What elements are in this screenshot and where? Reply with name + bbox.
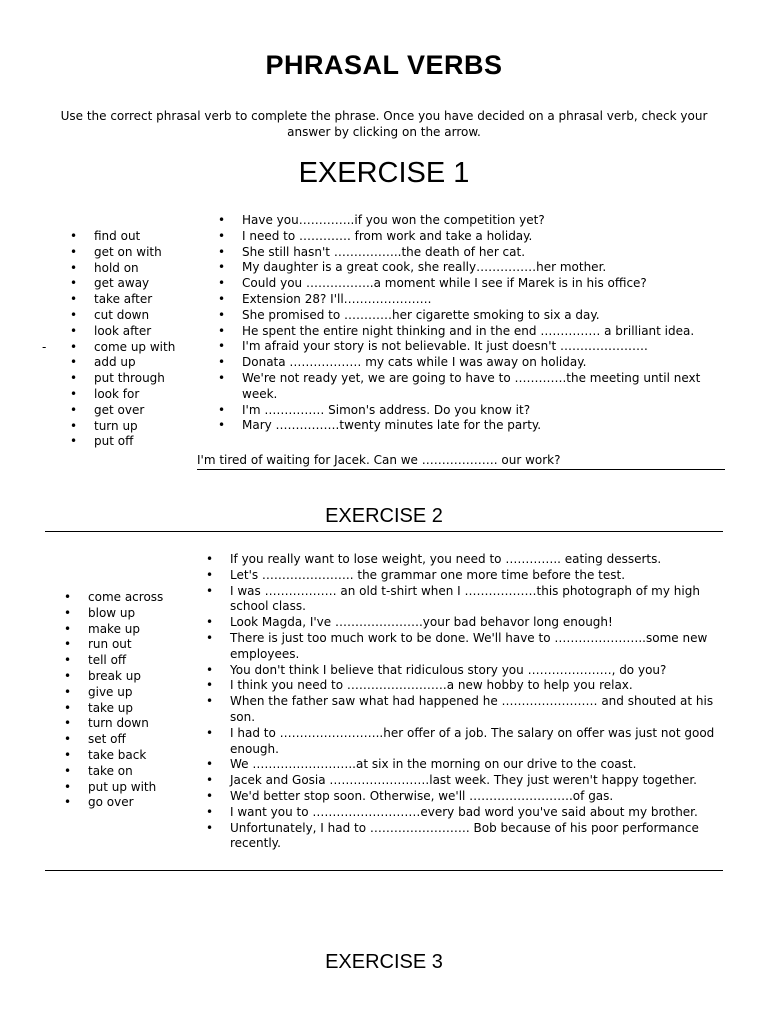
word-bank-item: • put up with <box>64 780 163 796</box>
exercise-2-word-bank <box>64 590 163 811</box>
sentence-item: • You don't think I believe that ridiculous story you …………………, do you? <box>206 663 728 679</box>
sentence-item: • I want you to ………………………every bad word you've said about my brother. <box>206 805 728 821</box>
exercise-2-sentences <box>206 552 728 852</box>
exercise-2-heading: EXERCISE 2 <box>325 505 443 527</box>
sentence-item: • When the father saw what had happened he …………………… and shouted at his son. <box>206 694 728 726</box>
sentence-item: • If you really want to lose weight, you need to ………….. eating desserts. <box>206 552 728 568</box>
exercise-1-heading: EXERCISE 1 <box>298 157 470 189</box>
word-bank-item: • break up <box>64 669 163 685</box>
word-bank-item: • make up <box>64 622 163 638</box>
word-bank-item: • put through <box>70 371 175 387</box>
word-bank-item: • find out <box>70 229 175 245</box>
word-bank-item: • come up with <box>70 340 175 356</box>
word-bank-item: • take up <box>64 701 163 717</box>
word-bank-item: • cut down <box>70 308 175 324</box>
word-bank-item: • tell off <box>64 653 163 669</box>
sentence-item: • Look Magda, I've ………………….your bad behavor long enough! <box>206 615 728 631</box>
sentence-item: • Donata ……………… my cats while I was away on holiday. <box>218 355 728 371</box>
word-bank-item: • take after <box>70 292 175 308</box>
word-bank-item: • look for <box>70 387 175 403</box>
word-bank-item: • set off <box>64 732 163 748</box>
sentence-item: • I think you need to …………………….a new hobby to help you relax. <box>206 678 728 694</box>
sentence-item: • We're not ready yet, we are going to have to ………….the meeting until next week. <box>218 371 728 403</box>
sentence-item: • I need to …………. from work and take a holiday. <box>218 229 728 245</box>
sentence-item: • Unfortunately, I had to ……………………. Bob because of his poor performance recently. <box>206 821 728 853</box>
word-bank-item: • add up <box>70 355 175 371</box>
sentence-item: • Extension 28? I'll…………………. <box>218 292 728 308</box>
sentence-item: • I'm …………… Simon's address. Do you know it? <box>218 403 728 419</box>
stray-dash-mark: - <box>42 340 47 354</box>
sentence-item: • I had to ……………………..her offer of a job. The salary on offer was just not good enough. <box>206 726 728 758</box>
word-bank-item: • take back <box>64 748 163 764</box>
instructions-text: Use the correct phrasal verb to complete the phrase. Once you have decided on a phrasal verb, check your answer by clicking on the arrow. <box>60 109 708 139</box>
word-bank-item: • turn up <box>70 419 175 435</box>
sentence-item: • We ……………………..at six in the morning on our drive to the coast. <box>206 757 728 773</box>
sentence-item: • I'm afraid your story is not believable. It just doesn't …………………. <box>218 339 728 355</box>
sentence-item: • Mary …………….twenty minutes late for the party. <box>218 418 728 434</box>
exercise-3-heading: EXERCISE 3 <box>325 951 443 973</box>
word-bank-item: • turn down <box>64 716 163 732</box>
sentence-item: • Jacek and Gosia …………………….last week. They just weren't happy together. <box>206 773 728 789</box>
word-bank-item: • get over <box>70 403 175 419</box>
sentence-item: • There is just too much work to be done. We'll have to …………………..some new employees. <box>206 631 728 663</box>
word-bank-item: • hold on <box>70 261 175 277</box>
sentence-item: • He spent the entire night thinking and in the end …………… a brilliant idea. <box>218 324 728 340</box>
sentence-item: • We'd better stop soon. Otherwise, we'll ……………………..of gas. <box>206 789 728 805</box>
word-bank-item: • go over <box>64 795 163 811</box>
sentence-item: • She promised to …………her cigarette smoking to six a day. <box>218 308 728 324</box>
exercise-1-extra-sentence: I'm tired of waiting for Jacek. Can we ………………. our work? <box>197 453 725 470</box>
page-title: PHRASAL VERBS <box>265 50 503 80</box>
sentence-item: • Let's ………………….. the grammar one more time before the test. <box>206 568 728 584</box>
word-bank-item: • get away <box>70 276 175 292</box>
sentence-item: • Have you…………..if you won the competition yet? <box>218 213 728 229</box>
word-bank-item: • give up <box>64 685 163 701</box>
word-bank-item: • put off <box>70 434 175 450</box>
word-bank-item: • look after <box>70 324 175 340</box>
divider-line <box>45 870 723 871</box>
divider-line <box>45 531 723 532</box>
word-bank-item: • take on <box>64 764 163 780</box>
word-bank-item: • run out <box>64 637 163 653</box>
word-bank-item: • get on with <box>70 245 175 261</box>
exercise-1-sentences <box>218 213 728 434</box>
word-bank-item: • blow up <box>64 606 163 622</box>
sentence-item: • Could you ……………..a moment while I see if Marek is in his office? <box>218 276 728 292</box>
sentence-item: • I was ……………… an old t-shirt when I ………………this photograph of my high school class. <box>206 584 728 616</box>
exercise-1-word-bank <box>70 229 175 450</box>
word-bank-item: • come across <box>64 590 163 606</box>
sentence-item: • She still hasn't ……………..the death of her cat. <box>218 245 728 261</box>
sentence-item: • My daughter is a great cook, she really……………her mother. <box>218 260 728 276</box>
